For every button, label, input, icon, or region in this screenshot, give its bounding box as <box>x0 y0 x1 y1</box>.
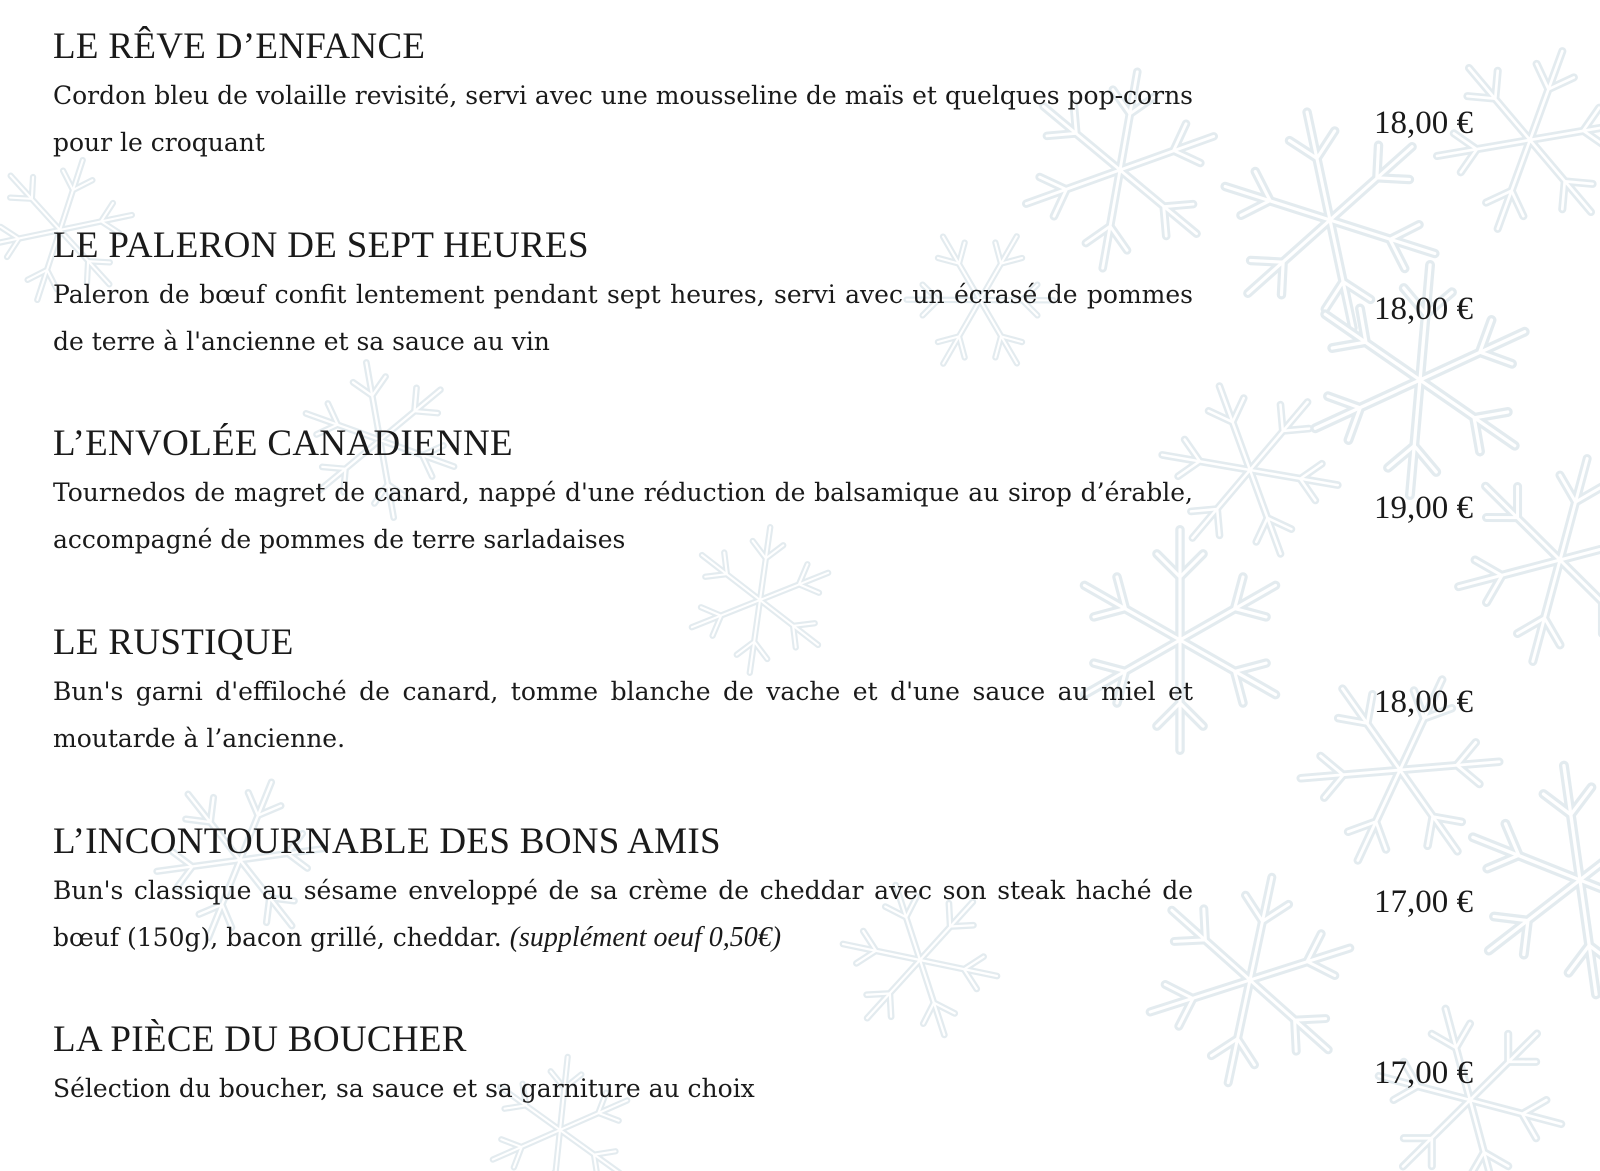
dish-name: LA PIÈCE DU BOUCHER <box>53 1019 467 1060</box>
dish-name: LE RÊVE D’ENFANCE <box>53 26 426 67</box>
dish-price: 17,00 € <box>1374 884 1473 920</box>
dish-description-text: Bun's garni d'effiloché de canard, tomme blanche de vache et d'une sauce au miel et moutarde à l’ancienne. <box>53 677 1193 753</box>
dish-price: 18,00 € <box>1374 291 1473 327</box>
dish-name: L’INCONTOURNABLE DES BONS AMIS <box>53 821 721 862</box>
dish-description-text: Cordon bleu de volaille revisité, servi avec une mousseline de maïs et quelques pop-corns pour le croquant <box>53 81 1193 157</box>
dish-price: 18,00 € <box>1374 684 1473 720</box>
dish-price: 17,00 € <box>1374 1055 1473 1091</box>
menu-item <box>53 26 1473 166</box>
menu-item <box>53 423 1473 563</box>
dish-name: L’ENVOLÉE CANADIENNE <box>53 423 513 464</box>
dish-description <box>53 271 1193 365</box>
dish-supplement-note: (supplément oeuf 0,50€) <box>509 922 782 953</box>
dish-name: LE RUSTIQUE <box>53 622 294 663</box>
menu-item <box>53 821 1473 961</box>
dish-description-text: Tournedos de magret de canard, nappé d'une réduction de balsamique au sirop d’érable, accompagné de pommes de terre sarladaises <box>53 478 1193 554</box>
dish-description-text: Sélection du boucher, sa sauce et sa garniture au choix <box>53 1074 755 1103</box>
menu-item <box>53 622 1473 762</box>
dish-description <box>53 469 1193 563</box>
dish-price: 19,00 € <box>1374 490 1473 526</box>
dish-description <box>53 668 1193 762</box>
dish-price: 18,00 € <box>1374 105 1473 141</box>
dish-description-text: Paleron de bœuf confit lentement pendant sept heures, servi avec un écrasé de pommes de terre à l'ancienne et sa sauce au vin <box>53 280 1193 356</box>
dish-description <box>53 1065 1193 1112</box>
menu-item <box>53 225 1473 365</box>
menu-item <box>53 1019 1473 1159</box>
dish-name: LE PALERON DE SEPT HEURES <box>53 225 589 266</box>
dish-description <box>53 867 1193 961</box>
dish-description <box>53 72 1193 166</box>
dish-description-text: Bun's classique au sésame enveloppé de sa crème de cheddar avec son steak haché de bœuf (150g), bacon grillé, cheddar. <box>53 876 1193 952</box>
